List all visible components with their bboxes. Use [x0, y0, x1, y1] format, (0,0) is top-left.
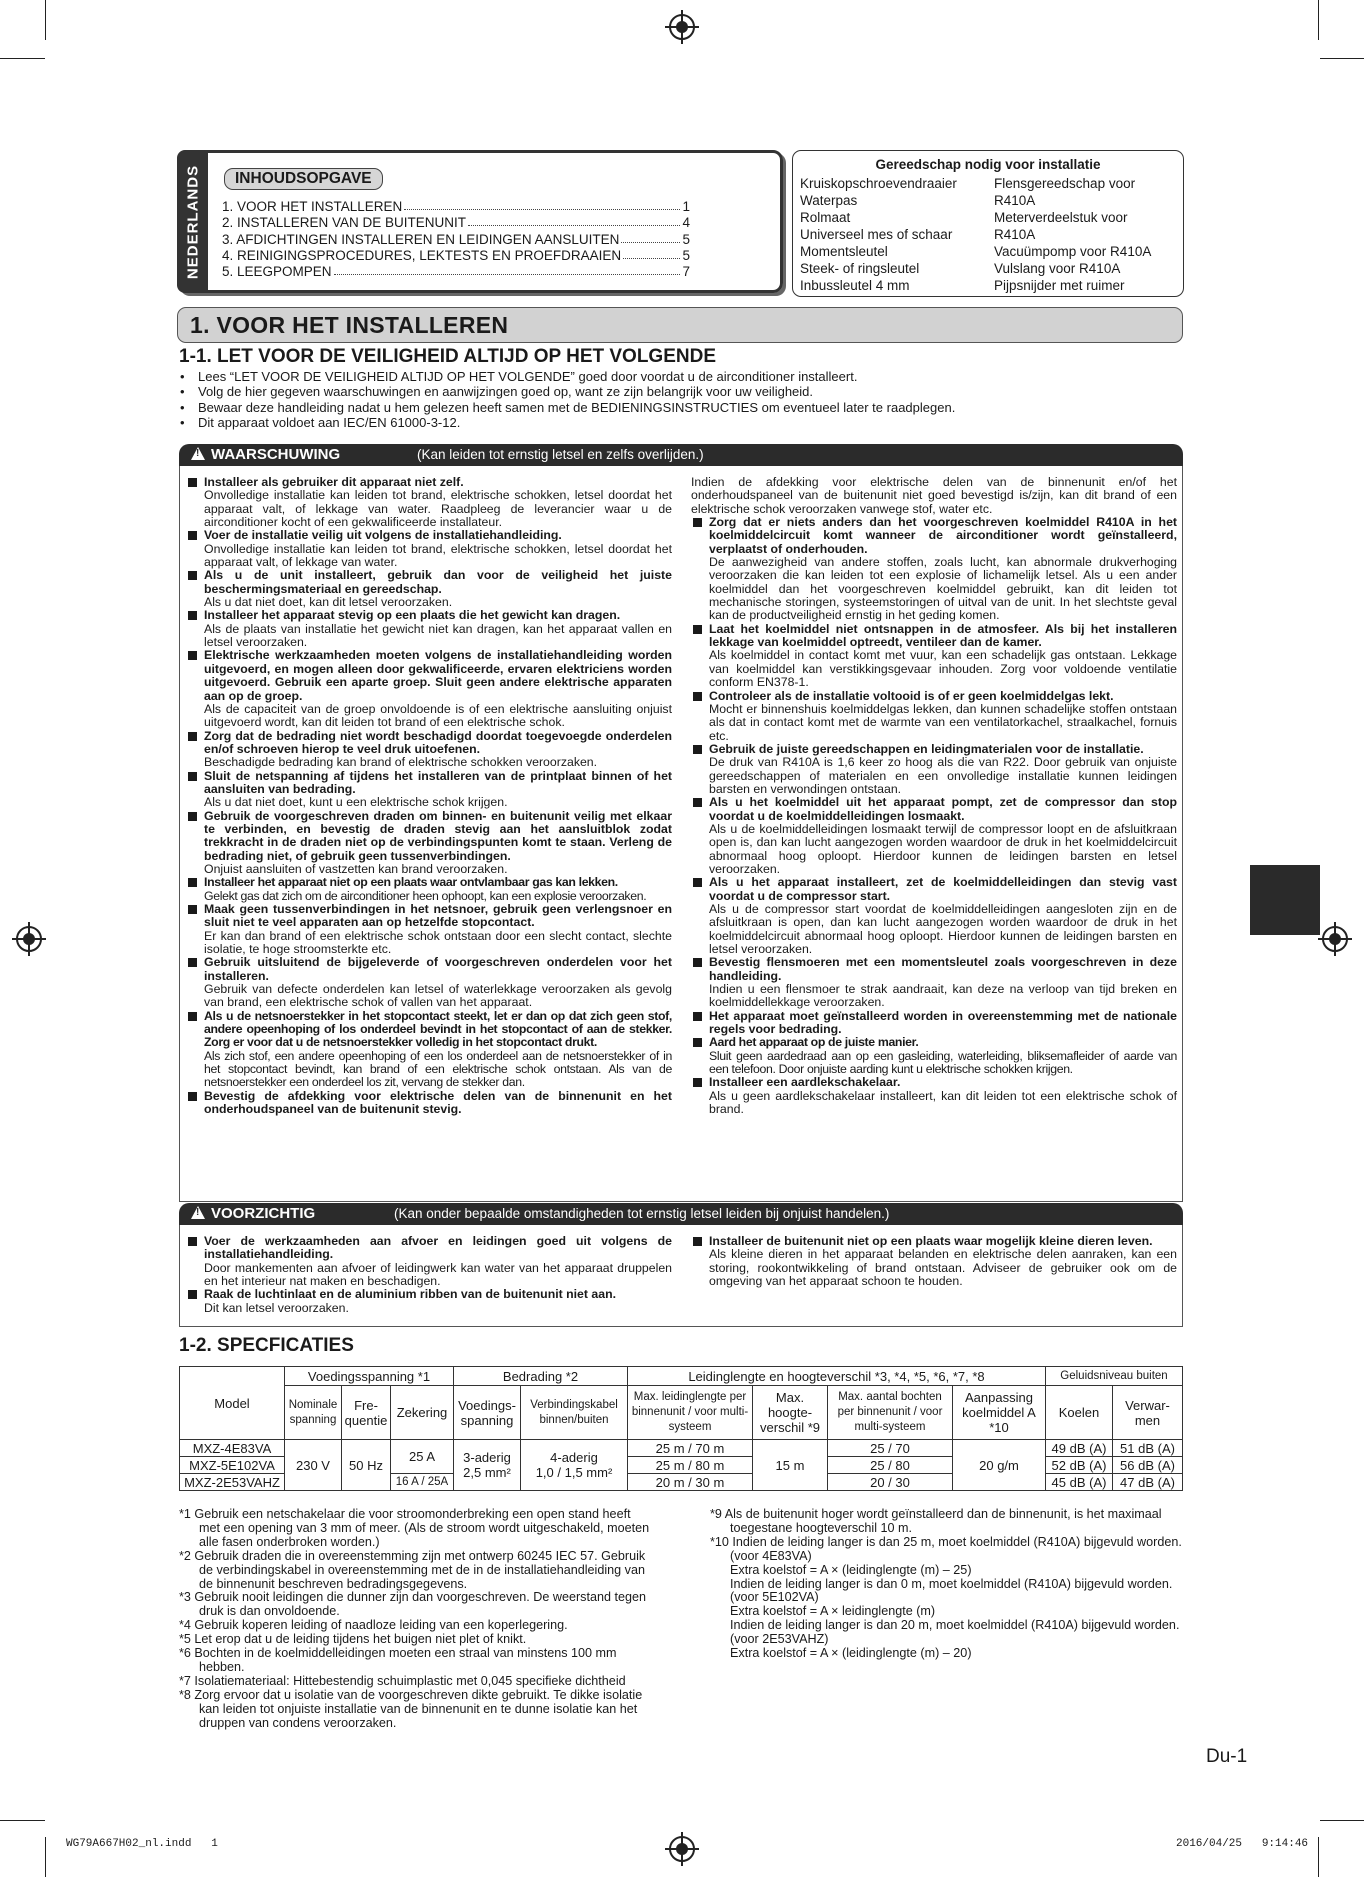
cell-verwarmen: 56 dB (A) — [1113, 1457, 1183, 1474]
safety-item — [186, 569, 672, 609]
side-thumb-tab — [1250, 865, 1320, 935]
crop-mark — [0, 58, 45, 59]
safety-item — [691, 876, 1177, 956]
safety-item-text: Onjuist aansluiten of vastzetten kan brand veroorzaken. — [204, 861, 508, 876]
safety-item-text: Als de plaats van installatie het gewicht niet kan dragen, kan het apparaat vallen en letsel veroorzaken. — [204, 621, 672, 650]
safety-item — [691, 1010, 1177, 1037]
safety-item-title: Installeer een aardlekschakelaar. — [709, 1075, 901, 1090]
crop-mark — [0, 1820, 45, 1821]
row-model: MXZ-5E102VA — [180, 1457, 285, 1474]
safety-item — [691, 623, 1177, 690]
tool-item: Vacuümpomp voor R410A — [994, 244, 1152, 259]
safety-item-title: Installeer het apparaat niet op een plaats waar ontvlambaar gas kan lekken. — [204, 875, 618, 890]
caution-subtitle: (Kan onder bepaalde omstandigheden tot ernstig letsel leiden bij onjuist handelen.) — [394, 1206, 890, 1221]
crop-mark — [1318, 0, 1319, 40]
cell-koelen: 45 dB (A) — [1046, 1474, 1113, 1491]
safety-item — [186, 1235, 672, 1288]
toc-item-label: 2. INSTALLEREN VAN DE BUITENUNIT — [222, 215, 467, 231]
toc-item-label: 3. AFDICHTINGEN INSTALLEREN EN LEIDINGEN AANSLUITEN — [222, 231, 620, 247]
crop-mark — [45, 0, 46, 40]
safety-item-title: Installeer het apparaat stevig op een plaats die het gewicht kan dragen. — [204, 608, 621, 623]
crop-mark — [1320, 58, 1364, 59]
intro-bullet — [180, 400, 955, 415]
cell-voeding-2: 2,5 mm² — [463, 1465, 511, 1480]
th-bedrading: Bedrading *2 — [454, 1367, 628, 1386]
row-model: MXZ-2E53VAHZ — [180, 1474, 285, 1491]
safety-item-title: Het apparaat moet geïnstalleerd worden in overeenstemming met de nationale regels voor bedrading. — [709, 1008, 1177, 1037]
safety-item — [186, 529, 672, 569]
safety-item — [186, 1090, 672, 1117]
safety-item — [691, 1036, 1177, 1076]
bullet-dot-icon: • — [180, 415, 185, 431]
safety-item — [186, 956, 672, 1009]
language-tab — [177, 150, 208, 293]
tool-item: Momentsleutel — [800, 244, 888, 259]
safety-item-text: Indien u een flensmoer te strak aandraait, kan deze na verloop van tijd breken en koelmiddellekkage veroorzaken. — [709, 982, 1177, 1010]
safety-item-text: Als kleine dieren in het apparaat belanden en elektrische delen aanraken, kan een storing, rookontwikkeling of brand ontstaan. Adviseer de gebruiker ook om de omgeving van het apparaat schoon te houden. — [709, 1247, 1177, 1289]
crop-mark — [45, 1837, 46, 1877]
caution-bar — [179, 1203, 1183, 1225]
safety-item — [691, 516, 1177, 623]
th-aanpassing: Aanpassing koelmiddel A *10 — [953, 1386, 1046, 1440]
registration-mark-icon — [16, 926, 42, 952]
cell-kabel — [521, 1440, 628, 1491]
bullet-text: Volg de hier gegeven waarschuwingen en aanwijzingen goed op, want ze zijn belangrijk voor uw veiligheid. — [198, 384, 814, 400]
toc-item — [222, 199, 690, 214]
th-maxleiding: Max. leidinglengte per binnenunit / voor multi-systeem — [628, 1386, 753, 1440]
safety-item-title: Als u het koelmiddel uit het apparaat pompt, zet de compressor dan stop voordat u de koelmiddelleidingen losmaakt. — [709, 795, 1177, 823]
safety-item — [691, 956, 1177, 1009]
footnote: *10 Indien de leiding langer is dan 25 m, moet koelmiddel (R410A) bijgevuld worden. (voor 4E83VA) — [710, 1534, 1182, 1563]
specs-table — [179, 1366, 1183, 1491]
safety-item — [186, 730, 672, 770]
safety-item — [186, 1010, 672, 1090]
subsection-title: 1-1. LET VOOR DE VEILIGHEID ALTIJD OP HET VOLGENDE — [179, 346, 717, 367]
cell-koelen: 49 dB (A) — [1046, 1440, 1113, 1457]
safety-item-title: Voer de installatie veilig uit volgens de installatiehandleiding. — [204, 528, 562, 543]
cell-zekering: 25 A — [391, 1440, 454, 1474]
toc-leader — [623, 248, 680, 259]
th-koelen: Koelen — [1046, 1386, 1113, 1440]
safety-item-text: De aanwezigheid van andere stoffen, zoals lucht, kan abnormale drukverhoging veroorzaken die kan leiden tot een explosie of lichamelijk letsel. Als u een ander koelmiddel dan het voorgeschreven koelmiddel gebruikt, kan dit leiden tot mechanische storingen, systeemstoringen of uitval van de unit. In het slechtste geval kan de productveiligheid ernstig in het geding komen. — [709, 555, 1177, 623]
safety-item-title: Elektrische werkzaamheden moeten volgens de installatiehandleiding worden uitgevoerd, en mogen alleen door gekwalificeerde, ervaren elektriciens worden uitgevoerd. Gebruik een aparte groep. Sluit geen andere elektrische apparaten aan op de groep. — [204, 648, 672, 703]
safety-item-title: Gebruik uitsluitend de bijgeleverde of voorgeschreven onderdelen voor het installeren. — [204, 955, 672, 983]
safety-item-title: Gebruik de juiste gereedschappen en leidingmaterialen voor de installatie. — [709, 741, 1144, 756]
tools-title: Gereedschap nodig voor installatie — [875, 157, 1101, 172]
safety-item — [186, 903, 672, 956]
safety-item-text: Als de capaciteit van de groep onvoldoende is of een elektrische aansluiting onjuist uitgevoerd wordt, kan dit leiden tot brand of een elektrische schok. — [204, 701, 672, 730]
th-maxhoogte: Max. hoogte- verschil *9 — [753, 1386, 828, 1440]
intro-bullet — [180, 384, 813, 399]
safety-item — [186, 476, 672, 529]
footnote: Indien de leiding langer is dan 0 m, moet koelmiddel (R410A) bijgevuld worden. (voor 5E102VA) — [730, 1576, 1173, 1605]
footnote: *4 Gebruik koperen leiding of naadloze leiding van een koperlegering. — [179, 1618, 568, 1633]
cell-kabel-1: 4-aderig — [550, 1450, 598, 1465]
tools-list-left — [800, 175, 957, 294]
toc-item-label: 5. LEEGPOMPEN — [222, 264, 332, 280]
warning-right-column — [691, 476, 1177, 1117]
safety-item-text: Gebruik van defecte onderdelen kan letsel of waterlekkage veroorzaken als gevolg van brand, een elektrische schok of vallen van het apparaat. — [204, 982, 672, 1010]
toc-leader — [334, 264, 681, 275]
safety-item-text: Als koelmiddel in contact komt met vuur, kan een schadelijk gas ontstaan. Lekkage van koelmiddel kan verstikkingsgevaar inhouden. Zorg voor voldoende ventilatie conform EN378-1. — [709, 648, 1177, 690]
toc-leader — [404, 199, 680, 210]
crop-mark — [1320, 1820, 1364, 1821]
registration-mark-icon — [669, 1836, 695, 1862]
safety-item — [186, 770, 672, 810]
caution-triangle-icon — [191, 1206, 205, 1219]
cell-spanning: 230 V — [285, 1440, 342, 1491]
toc-item-page: 1 — [682, 199, 690, 214]
safety-item — [186, 1288, 672, 1315]
cell-zekering-2: 16 A / 25A — [391, 1474, 454, 1491]
th-frequentie: Fre- quentie — [342, 1386, 391, 1440]
safety-item-title: Voer de werkzaamheden aan afvoer en leidingen goed uit volgens de installatiehandleiding. — [204, 1234, 672, 1262]
footnote: *7 Isolatiemateriaal: Hittebestendig schuimplastic met 0,045 specifieke dichtheid — [179, 1673, 626, 1688]
safety-item-text: De druk van R410A is 1,6 keer zo hoog als die van R22. Door gebruik van onjuiste gereedschappen of materialen en een onvolledige installatie kunnen leidingen barsten en verwondingen ontstaan. — [709, 755, 1177, 796]
tool-item: Rolmaat — [800, 210, 851, 225]
footnote: Extra koelstof = A × (leidinglengte (m) – 20) — [730, 1646, 972, 1661]
warning-bar — [179, 444, 1183, 466]
safety-item — [186, 609, 672, 649]
safety-item-title: Laat het koelmiddel niet ontsnappen in de atmosfeer. Als bij het installeren lekkage van koelmiddel optreedt, ventileer dan de kamer. — [709, 621, 1177, 650]
safety-item-text: Sluit geen aardedraad aan op een gasleiding, waterleiding, bliksemafleider of aarde van een telefoon. Door onjuiste aarding kunt u elektrische schokken krijgen. — [709, 1048, 1177, 1077]
safety-item-text: Er kan dan brand of een elektrische schok ontstaan door een slecht contact, slechte isolatie, te hoge stroomsterkte etc. — [204, 928, 672, 957]
cell-verwarmen: 51 dB (A) — [1113, 1440, 1183, 1457]
safety-item-text: Als u de compressor start voordat de koelmiddelleidingen aangesloten zijn en de afsluitkraan is open, dan kan lucht aangezogen worden waardoor de druk in het koelmiddelcircuit abnormaal hoog oploopt. Hierdoor kunnen de leidingen barsten en letsel veroorzaken. — [709, 902, 1177, 957]
safety-item-text: Beschadigde bedrading kan brand of elektrische schokken veroorzaken. — [204, 755, 598, 770]
th-geluid: Geluidsniveau buiten — [1046, 1367, 1183, 1386]
cell-hoogte: 15 m — [753, 1440, 828, 1491]
safety-item — [691, 743, 1177, 796]
caution-right-column — [691, 1235, 1177, 1288]
intro-bullet — [180, 415, 460, 430]
cell-freq: 50 Hz — [342, 1440, 391, 1491]
footnote: Extra koelstof = A × (leidinglengte (m) – 25) — [730, 1562, 972, 1577]
safety-item-title: Zorg dat er niets anders dan het voorgeschreven koelmiddel R410A in het koelmiddelcircuit komt wanneer de airconditioner wordt geïnstalleerd, verplaatst of onderhouden. — [709, 515, 1177, 556]
safety-item-title: Gebruik de voorgeschreven draden om binnen- en buitenunit veilig met elkaar te verbinden, en bevestig de draden stevig aan het aansluitblok zodat trekkracht in de draden niet op de verbindingspunten komt te staan. Verleng de bedrading niet, of gebruik geen tussenverbindingen. — [204, 808, 672, 863]
footnotes-right — [710, 1508, 1184, 1661]
safety-item-title: Als u de unit installeert, gebruik dan voor de veiligheid het juiste beschermingsmateriaal en gereedschap. — [204, 568, 672, 596]
cell-koelen: 52 dB (A) — [1046, 1457, 1113, 1474]
safety-item-text: Gelekt gas dat zich om de airconditioner heen ophoopt, kan een explosie veroorzaken. — [204, 888, 647, 903]
safety-item-title: Zorg dat de bedrading niet wordt beschadigd doordat toegevoegde onderdelen en/of schroeven hierop te veel druk uitoefenen. — [204, 728, 672, 756]
cell-lengte: 25 m / 70 m — [628, 1440, 753, 1457]
safety-item — [691, 1235, 1177, 1288]
safety-item-text: Als u dat niet doet, kan dit letsel veroorzaken. — [204, 595, 453, 610]
safety-item-text: Als zich stof, een andere opeenhoping of een los onderdeel aan de netsnoerstekker of in het stopcontact bevindt, kan brand of een elektrische schok ontstaan. Als van de netsnoerstekker een onderdeel los zit, vervang de stekker dan. — [204, 1048, 672, 1090]
tool-item: Universeel mes of schaar — [800, 227, 953, 242]
tool-item: R410A — [994, 193, 1036, 208]
column-intro: Indien de afdekking voor elektrische delen van de binnenunit en/of het onderhoudspaneel van de buitenunit niet goed bevestigd is/zijn, kan dit brand of een elektrische schok veroorzaken vanwege stof, water etc. — [691, 475, 1177, 516]
safety-item-title: Raak de luchtinlaat en de aluminium ribben van de buitenunit niet aan. — [204, 1287, 617, 1302]
bullet-text: Bewaar deze handleiding nadat u hem gelezen heeft samen met de BEDIENINGSINSTRUCTIES om eventueel later te raadplegen. — [198, 399, 956, 415]
footnote: *5 Let erop dat u de leiding tijdens het buigen niet plet of knikt. — [179, 1632, 527, 1647]
toc-item-page: 4 — [682, 215, 690, 231]
toc-leader — [468, 215, 680, 226]
safety-item-text: Als u geen aardlekschakelaar installeert, kan dit leiden tot een elektrische schok of brand. — [709, 1088, 1177, 1117]
footnote: *3 Gebruik nooit leidingen die dunner zijn dan voorgeschreven. De weerstand tegen druk is dan onvoldoende. — [179, 1590, 646, 1619]
cell-bochten: 25 / 70 — [828, 1440, 953, 1457]
tools-list-right — [994, 175, 1151, 294]
toc-item — [222, 232, 690, 247]
slug-right: 2016/04/25 9:14:46 — [1176, 1838, 1309, 1850]
cell-lengte: 25 m / 80 m — [628, 1457, 753, 1474]
safety-item-text: Als u de koelmiddelleidingen losmaakt terwijl de compressor loopt en de afsluitkraan open is, dan kan lucht aangezogen worden waardoor de druk in het koelmiddelcircuit abnormaal hoog oploopt. Hierdoor kunnen de leidingen barsten en letsel veroorzaken. — [709, 821, 1177, 876]
safety-item-title: Controleer als de installatie voltooid is of er geen koelmiddelgas lekt. — [709, 688, 1114, 703]
language-label: NEDERLANDS — [184, 164, 201, 279]
bullet-dot-icon: • — [180, 384, 185, 400]
safety-item-title: Bevestig flensmoeren met een momentsleutel zoals voorgeschreven in deze handleiding. — [709, 955, 1177, 983]
tool-item: Meterverdeelstuk voor — [994, 210, 1128, 225]
footnote: *1 Gebruik een netschakelaar die voor stroomonderbreking een open stand heeft met een opening van 3 mm of meer. (Als de stroom wordt uitgeschakeld, moeten alle fasen onderbroken worden.) — [179, 1507, 650, 1549]
bullet-text: Dit apparaat voldoet aan IEC/EN 61000-3-12. — [198, 415, 461, 431]
warning-left-column — [186, 476, 672, 1117]
safety-item-title: Installeer als gebruiker dit apparaat niet zelf. — [204, 475, 464, 489]
cell-verwarmen: 47 dB (A) — [1113, 1474, 1183, 1491]
th-maxbochten: Max. aantal bochten per binnenunit / voor multi-systeem — [828, 1386, 953, 1440]
tool-item: Waterpas — [800, 193, 858, 208]
safety-item — [186, 649, 672, 729]
toc-item — [222, 248, 690, 263]
footnote: Extra koelstof = A × leidinglengte (m) — [730, 1604, 936, 1619]
footnotes-left — [179, 1508, 653, 1731]
th-voedingsspanning: Voedings- spanning — [454, 1386, 521, 1440]
toc-item-page: 5 — [682, 247, 690, 263]
warning-subtitle: (Kan leiden tot ernstig letsel en zelfs overlijden.) — [417, 447, 704, 462]
cell-bochten: 25 / 80 — [828, 1457, 953, 1474]
safety-item-title: Aard het apparaat op de juiste manier. — [709, 1035, 919, 1050]
th-voeding: Voedingsspanning *1 — [285, 1367, 454, 1386]
toc-item — [222, 264, 690, 279]
tool-item: Pijpsnijder met ruimer — [994, 278, 1125, 293]
cell-voeding — [454, 1440, 521, 1491]
row-model: MXZ-4E83VA — [180, 1440, 285, 1457]
caution-left-column — [186, 1235, 672, 1315]
cell-voeding-1: 3-aderig — [463, 1450, 511, 1465]
toc-item-page: 7 — [682, 264, 690, 280]
section-title: 1. VOOR HET INSTALLEREN — [190, 312, 509, 338]
crop-mark — [1318, 1837, 1319, 1877]
safety-item — [691, 796, 1177, 876]
tool-item: Flensgereedschap voor — [994, 176, 1136, 191]
bullet-dot-icon: • — [180, 369, 185, 384]
th-model: Model — [180, 1367, 285, 1440]
bullet-text: Lees “LET VOOR DE VEILIGHEID ALTIJD OP HET VOLGENDE” goed door voordat u de airconditioner installeert. — [198, 369, 858, 384]
safety-item-text: Als u dat niet doet, kunt u een elektrische schok krijgen. — [204, 795, 508, 810]
safety-item-text: Dit kan letsel veroorzaken. — [204, 1300, 349, 1315]
toc-leader — [621, 232, 680, 243]
th-leiding: Leidinglengte en hoogteverschil *3, *4, *5, *6, *7, *8 — [628, 1367, 1046, 1386]
tool-item: Steek- of ringsleutel — [800, 261, 920, 276]
warning-label: WAARSCHUWING — [211, 446, 341, 463]
registration-mark-icon — [1322, 926, 1348, 952]
safety-item — [691, 1076, 1177, 1116]
toc-item — [222, 215, 690, 230]
toc-item-page: 5 — [682, 231, 690, 247]
safety-item — [186, 876, 672, 903]
footnote: *6 Bochten in de koelmiddelleidingen moeten een straal van minstens 100 mm hebben. — [179, 1646, 617, 1674]
cell-aanpassing: 20 g/m — [953, 1440, 1046, 1491]
toc-title: INHOUDSOPGAVE — [224, 168, 383, 190]
footnote: *2 Gebruik draden die in overeenstemming zijn met ontwerp 60245 IEC 57. Gebruik de verbindingskabel in overeenstemming met de in de installatiehandleiding van de binnenunit beschreven bedradingsgegevens. — [179, 1548, 646, 1591]
safety-item-title: Installeer de buitenunit niet op een plaats waar mogelijk kleine dieren leven. — [709, 1234, 1153, 1248]
cell-lengte: 20 m / 30 m — [628, 1474, 753, 1491]
safety-item-title: Maak geen tussenverbindingen in het netsnoer, gebruik geen verlengsnoer en sluit niet te veel apparaten aan op hetzelfde stopcontact. — [204, 902, 672, 930]
bullet-dot-icon: • — [180, 399, 185, 415]
th-nominale: Nominale spanning — [285, 1386, 342, 1440]
tool-item: Vulslang voor R410A — [994, 261, 1121, 276]
registration-mark-icon — [669, 14, 695, 40]
safety-item-text: Door mankementen aan afvoer of leidingwerk kan water van het apparaat druppelen en het interieur nat maken en beschadigen. — [204, 1260, 672, 1289]
cell-kabel-2: 1,0 / 1,5 mm² — [535, 1465, 613, 1480]
safety-item — [186, 810, 672, 877]
cell-bochten: 20 / 30 — [828, 1474, 953, 1491]
slug-left: WG79A667H02_nl.indd 1 — [66, 1838, 218, 1850]
toc-item-label: 4. REINIGINGSPROCEDURES, LEKTESTS EN PROEFDRAAIEN — [222, 247, 622, 263]
footnote: Indien de leiding langer is dan 20 m, moet koelmiddel (R410A) bijgevuld worden. (voor 2E53VAHZ) — [730, 1618, 1180, 1647]
th-verbindingskabel: Verbindingskabel binnen/buiten — [521, 1386, 628, 1440]
intro-bullet — [180, 369, 857, 384]
footnote: *8 Zorg ervoor dat u isolatie van de voorgeschreven dikte gebruikt. Te dikke isolatie kan leiden tot onjuiste installatie van de binnenunit en te dunne isolatie kan het druppen van condens veroorzaken. — [179, 1687, 643, 1730]
footnote: *9 Als de buitenunit hoger wordt geïnstalleerd dan de binnenunit, is het maximaal toegestane hoogteverschil 10 m. — [710, 1507, 1162, 1535]
safety-item-title: Bevestig de afdekking voor elektrische delen van de binnenunit en het onderhoudspaneel van de buitenunit stevig. — [204, 1088, 672, 1117]
th-zekering: Zekering — [391, 1386, 454, 1440]
th-verwarmen: Verwar- men — [1113, 1386, 1183, 1440]
safety-item-title: Sluit de netspanning af tijdens het installeren van de printplaat binnen of het aansluiten van bedrading. — [204, 768, 672, 796]
toc-item-label: 1. VOOR HET INSTALLEREN — [222, 199, 403, 214]
warning-triangle-icon — [191, 447, 205, 460]
tool-item: R410A — [994, 227, 1036, 242]
safety-item-text: Onvolledige installatie kan leiden tot brand, elektrische schokken, letsel doordat het apparaat valt, of lekkage van water. — [204, 541, 672, 570]
safety-item-text: Mocht er binnenshuis koelmiddelgas lekken, dan kunnen schadelijke stoffen ontstaan als dat in contact komt met de warmte van een ventilatorkachel, straalkachel, fornuis etc. — [709, 701, 1177, 743]
safety-item — [691, 690, 1177, 743]
specs-title: 1-2. SPECFICATIES — [179, 1335, 354, 1356]
safety-item-text: Onvolledige installatie kan leiden tot brand, elektrische schokken, letsel doordat het apparaat valt, of lekkage van water. Raadpleeg de leverancier waar u de airconditioner kocht of een gekwalificeerde installateur. — [204, 488, 672, 530]
safety-item-title: Als u het apparaat installeert, zet de koelmiddelleidingen dan stevig vast voordat u de compressor start. — [709, 875, 1177, 903]
page-number: Du-1 — [1206, 1746, 1248, 1767]
tool-item: Inbussleutel 4 mm — [800, 278, 910, 293]
caution-label: VOORZICHTIG — [211, 1205, 316, 1222]
safety-item-title: Als u de netsnoerstekker in het stopcontact steekt, let er dan op dat zich geen stof, andere opeenhoping of los onderdeel bevindt in het stopcontact of aan de stekker. Zorg er voor dat u de netsnoerstekker volledig in het stopcontact drukt. — [204, 1008, 672, 1050]
tool-item: Kruiskopschroevendraaier — [800, 176, 957, 191]
